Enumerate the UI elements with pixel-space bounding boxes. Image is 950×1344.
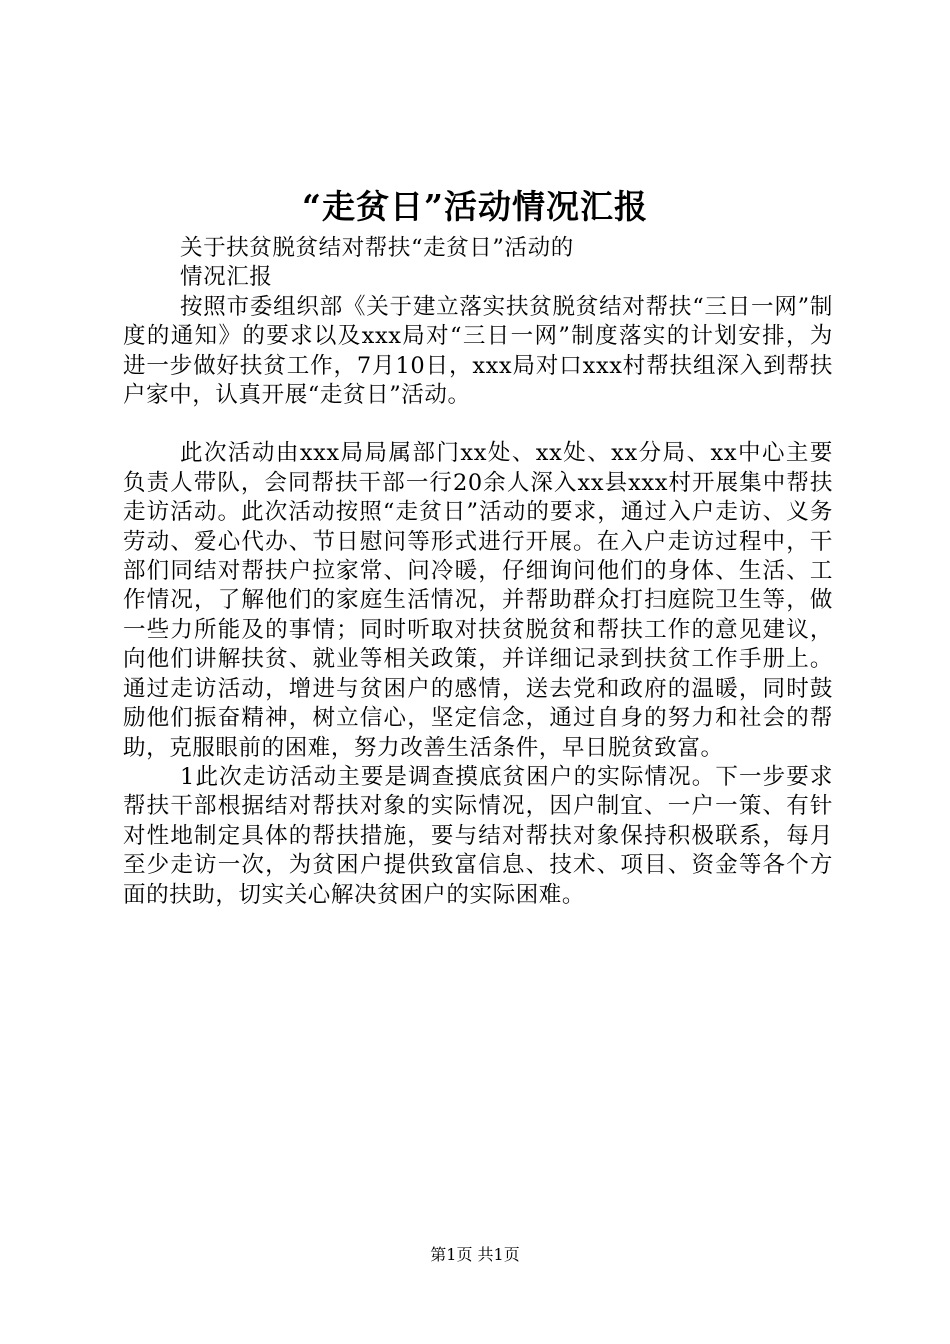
subtitle-line-1: 关于扶贫脱贫结对帮扶“走贫日”活动的 [180,235,574,261]
document-title: “走贫日”活动情况汇报 [302,187,648,226]
paragraph-spacer [123,410,833,439]
document-body [123,234,833,910]
page-footer: 第1页 共1页 [430,1245,520,1264]
paragraph-activity: 此次活动由xxx局局属部门xx处、xx处、xx分局、xx中心主要负责人带队，会同帮扶干部一行20余人深入xx县xxx村开展集中帮扶走访活动。此次活动按照“走贫日”活动的要求，通过入户走访、义务劳动、爱心代办、节日慰问等形式进行开展。在入户走访过程中，干部们同结对帮扶户拉家常、问冷暖，仔细询问他们的身体、生活、工作情况，了解他们的家庭生活情况，并帮助群众打扫庭院卫生等，做一些力所能及的事情；同时听取对扶贫脱贫和帮扶工作的意见建议，向他们讲解扶贫、就业等相关政策，并详细记录到扶贫工作手册上。通过走访活动，增进与贫困户的感情，送去党和政府的温暖，同时鼓励他们振奋精神，树立信心，坚定信念，通过自身的努力和社会的帮助，克服眼前的困难，努力改善生活条件，早日脱贫致富。 [123,440,833,761]
paragraph-intro: 按照市委组织部《关于建立落实扶贫脱贫结对帮扶“三日一网”制度的通知》的要求以及xxx局对“三日一网”制度落实的计划安排，为进一步做好扶贫工作，7月10日，xxx局对口xxx村帮扶组深入到帮扶户家中，认真开展“走贫日”活动。 [123,293,833,409]
subtitle-line-2: 情况汇报 [180,264,273,291]
paragraph-next-steps: 1此次走访活动主要是调查摸底贫困户的实际情况。下一步要求帮扶干部根据结对帮扶对象的实际情况，因户制宜、一户一策、有针对性地制定具体的帮扶措施，要与结对帮扶对象保持积极联系，每月至少走访一次，为贫困户提供致富信息、技术、项目、资金等各个方面的扶助，切实关心解决贫困户的实际困难。 [123,763,833,908]
